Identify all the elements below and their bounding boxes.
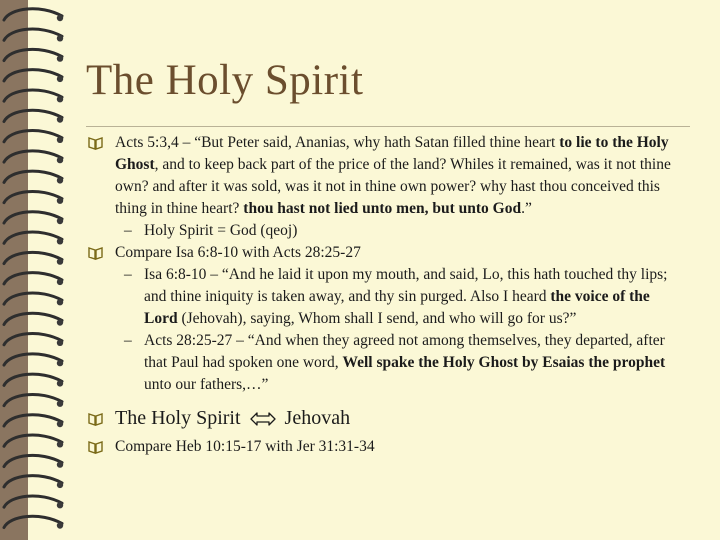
binding-ring — [4, 415, 62, 426]
binding-ring — [4, 171, 62, 182]
sub-bullet-isa-6: – Isa 6:8-10 – “And he laid it upon my mouth, and said, Lo, this hath touched thy lips; and thine iniquity is taken away, and thy sin purged. Also I heard the voice of the Lord (Jehovah), saying, Whom shall I send, and who will go for us?” — [124, 266, 668, 327]
dash-marker: – — [124, 266, 132, 283]
binding-hole — [57, 502, 63, 508]
binding-hole — [57, 137, 63, 143]
binding-ring — [4, 354, 62, 365]
bullet-text: Acts 5:3,4 – “But Peter said, Ananias, why hath Satan filled thine heart to lie to the Holy Ghost, and to keep back part of the price of the land? Whiles it remained, was it not thine own? and after it was sold, was it not in thine own power? why hast thou conceived this thing in thine heart? thou hast not lied unto men, but unto God.” — [115, 134, 671, 217]
book-icon — [88, 135, 103, 150]
binding-hole — [57, 157, 63, 163]
binding-ring — [4, 374, 62, 385]
binding-hole — [57, 482, 63, 488]
binding-ring — [4, 70, 62, 81]
binding-hole — [57, 258, 63, 264]
bullet-holy-spirit-jehovah: The Holy Spirit Jehovah — [86, 404, 686, 432]
binding-ring — [4, 252, 62, 263]
binding-hole — [57, 35, 63, 41]
binding-hole — [57, 421, 63, 427]
binding-ring — [4, 90, 62, 101]
binding-ring — [4, 9, 62, 20]
sub-bullet-holy-spirit-god: – Holy Spirit = God (qeoj) — [86, 220, 686, 242]
bullet-compare-isa: Compare Isa 6:8-10 with Acts 28:25-27 — [86, 242, 686, 264]
binding-hole — [57, 380, 63, 386]
binding-ring — [4, 49, 62, 60]
binding-hole — [57, 299, 63, 305]
sub-bullet-acts-28: – Acts 28:25-27 – “And when they agreed not among themselves, they departed, after that Paul had spoken one word, Well spake the Holy Ghost by Esaias the prophet unto our fathers,…” — [124, 332, 666, 393]
double-arrow-icon — [250, 412, 276, 426]
binding-ring — [4, 313, 62, 324]
title-divider — [86, 126, 690, 127]
binding-hole — [57, 238, 63, 244]
binding-hole — [57, 360, 63, 366]
binding-hole — [57, 177, 63, 183]
binding-hole — [57, 116, 63, 122]
binding-hole — [57, 319, 63, 325]
book-icon — [88, 245, 103, 260]
binding-ring — [4, 516, 62, 527]
spiral-binding-icon — [0, 0, 80, 540]
binding-ring — [4, 496, 62, 507]
binding-ring — [4, 293, 62, 304]
binding-ring — [4, 151, 62, 162]
binding-hole — [57, 522, 63, 528]
book-icon — [88, 411, 103, 426]
slide-title: The Holy Spirit — [86, 57, 364, 104]
binding-ring — [4, 455, 62, 466]
binding-ring — [4, 394, 62, 405]
dash-marker: – — [124, 332, 132, 349]
bullet-acts-5 — [86, 132, 686, 220]
binding-hole — [57, 15, 63, 21]
binding-ring — [4, 110, 62, 121]
binding-hole — [57, 96, 63, 102]
binding-ring — [4, 232, 62, 243]
binding-ring — [4, 29, 62, 40]
binding-hole — [57, 279, 63, 285]
binding-hole — [57, 76, 63, 82]
binding-ring — [4, 334, 62, 345]
binding-ring — [4, 476, 62, 487]
binding-hole — [57, 218, 63, 224]
binding-ring — [4, 212, 62, 223]
binding-hole — [57, 461, 63, 467]
binding-hole — [57, 198, 63, 204]
binding-hole — [57, 55, 63, 61]
binding-ring — [4, 131, 62, 142]
binding-ring — [4, 435, 62, 446]
dash-marker: – — [124, 222, 132, 239]
binding-hole — [57, 441, 63, 447]
binding-ring — [4, 273, 62, 284]
binding-hole — [57, 340, 63, 346]
slide-content — [86, 132, 686, 458]
book-icon — [88, 439, 103, 454]
binding-hole — [57, 401, 63, 407]
bullet-compare-heb: Compare Heb 10:15-17 with Jer 31:31-34 — [86, 436, 686, 458]
binding-ring — [4, 191, 62, 202]
